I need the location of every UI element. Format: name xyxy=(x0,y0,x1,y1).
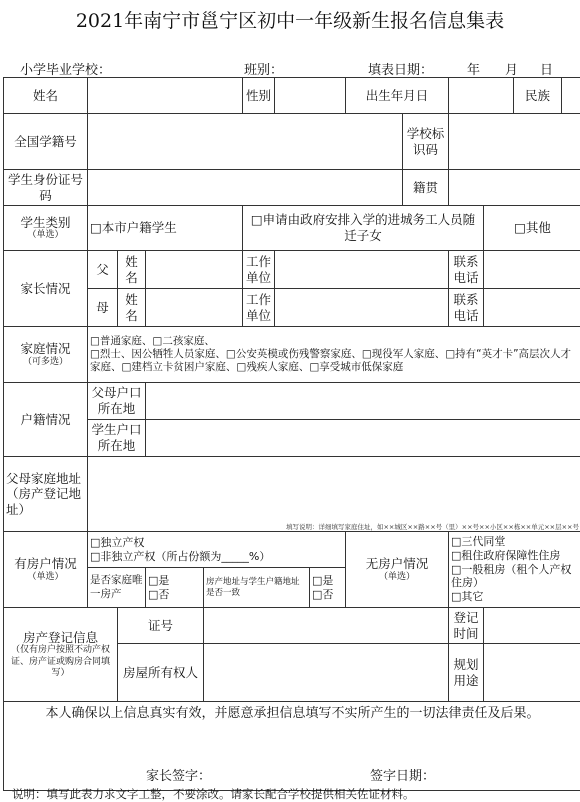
footnote: 说明：填写此表力求文字工整，不要涂改。请家长配合学校提供相关佐证材料。 xyxy=(12,787,415,801)
father-phone-label: 联系电话 xyxy=(449,251,484,289)
date-label: 填表日期： xyxy=(368,63,434,78)
father-work-label: 工作单位 xyxy=(243,251,275,289)
huji-label: 户籍情况 xyxy=(4,383,88,457)
owner-status-label: 有房户情况 （单选） xyxy=(4,532,88,608)
cert-no-field[interactable] xyxy=(204,608,449,644)
mother-work-field[interactable] xyxy=(275,289,449,327)
school-code-label: 学校标识码 xyxy=(403,114,449,170)
ethnic-label: 民族 xyxy=(514,78,562,114)
property-reg-label: 房产登记信息 （仅有房户按照不动产权证、房产证或购房合同填写） xyxy=(4,608,118,702)
name-field[interactable] xyxy=(88,78,243,114)
registration-table xyxy=(3,77,580,791)
mother-phone-label: 联系电话 xyxy=(449,289,484,327)
only-house-answer[interactable]: □是 □否 xyxy=(146,568,204,608)
father-phone-field[interactable] xyxy=(484,251,580,289)
family-type-options[interactable]: □普通家庭、□二孩家庭、 □烈士、因公牺牲人员家庭、□公安英模或伤残警察家庭、□现役军人家庭、□持有“英才卡”高层次人才家庭、□建档立卡贫困户家庭、□残疾人家庭、□享受城市低保家庭 xyxy=(88,327,580,383)
student-type-label: 学生类别 （单选） xyxy=(4,206,88,251)
native-place-field[interactable] xyxy=(449,170,580,206)
student-no-field[interactable] xyxy=(88,114,403,170)
school-label: 小学毕业学校： xyxy=(20,63,112,78)
mother-name-field[interactable] xyxy=(146,289,243,327)
parent-info-label: 家长情况 xyxy=(4,251,88,327)
school-code-field[interactable] xyxy=(449,114,580,170)
month-label: 月 xyxy=(505,63,519,78)
address-match-question: 房产地址与学生户籍地址是否一致 xyxy=(204,568,310,608)
owner-label: 房屋所有权人 xyxy=(118,644,204,702)
father-label: 父 xyxy=(88,251,118,289)
gender-field[interactable] xyxy=(275,78,346,114)
parent-hukou-label: 父母户口所在地 xyxy=(88,383,146,420)
signature-date-label: 签字日期： xyxy=(370,769,436,784)
father-name-label: 姓名 xyxy=(118,251,146,289)
student-hukou-label: 学生户口所在地 xyxy=(88,420,146,457)
type-option-local[interactable]: □本市户籍学生 xyxy=(88,206,243,251)
owner-field[interactable] xyxy=(204,644,449,702)
id-card-field[interactable] xyxy=(88,170,403,206)
pledge-text: 本人确保以上信息真实有效，并愿意承担信息填写不实所产生的一切法律责任及后果。 xyxy=(4,702,580,791)
mother-name-label: 姓名 xyxy=(118,289,146,327)
name-label: 姓名 xyxy=(4,78,88,114)
use-field[interactable] xyxy=(484,644,580,702)
gender-label: 性别 xyxy=(243,78,275,114)
birth-label: 出生年月日 xyxy=(346,78,449,114)
student-hukou-field[interactable] xyxy=(146,420,580,457)
reg-date-label: 登记时间 xyxy=(449,608,484,644)
student-no-label: 全国学籍号 xyxy=(4,114,88,170)
no-house-label: 无房户情况 （单选） xyxy=(346,532,449,608)
address-field[interactable] xyxy=(88,457,580,532)
class-label: 班别： xyxy=(244,63,284,78)
address-label: 父母家庭地址（房产登记地址） xyxy=(4,457,88,532)
parent-signature-label: 家长签字： xyxy=(146,769,212,784)
cert-no-label: 证号 xyxy=(118,608,204,644)
no-house-options[interactable]: □三代同堂 □租住政府保障性住房 □一般租房（租个人产权住房） □其它 xyxy=(449,532,580,608)
family-type-label: 家庭情况 （可多选） xyxy=(4,327,88,383)
birth-field[interactable] xyxy=(449,78,514,114)
type-option-migrant[interactable]: □申请由政府安排入学的进城务工人员随迁子女 xyxy=(243,206,484,251)
father-work-field[interactable] xyxy=(275,251,449,289)
owner-property-options[interactable]: □独立产权 □非独立产权（所占份额为_____%） xyxy=(88,532,346,568)
id-card-label: 学生身份证号码 xyxy=(4,170,88,206)
mother-phone-field[interactable] xyxy=(484,289,580,327)
type-option-other[interactable]: □其他 xyxy=(484,206,580,251)
father-name-field[interactable] xyxy=(146,251,243,289)
mother-work-label: 工作单位 xyxy=(243,289,275,327)
address-note: 填写说明：详细填写家庭住址，如××城区××路××号（里）××号××小区××栋××单元××层××号 xyxy=(285,522,580,531)
year-label: 年 xyxy=(467,63,481,78)
mother-label: 母 xyxy=(88,289,118,327)
use-label: 规划用途 xyxy=(449,644,484,702)
native-place-label: 籍贯 xyxy=(403,170,449,206)
reg-date-field[interactable] xyxy=(484,608,580,644)
parent-hukou-field[interactable] xyxy=(146,383,580,420)
ethnic-field[interactable] xyxy=(562,78,580,114)
day-label: 日 xyxy=(540,63,554,78)
address-match-answer[interactable]: □是 □否 xyxy=(310,568,346,608)
form-title: 2021年南宁市邕宁区初中一年级新生报名信息集表 xyxy=(75,10,505,32)
only-house-question: 是否家庭唯一房产 xyxy=(88,568,146,608)
